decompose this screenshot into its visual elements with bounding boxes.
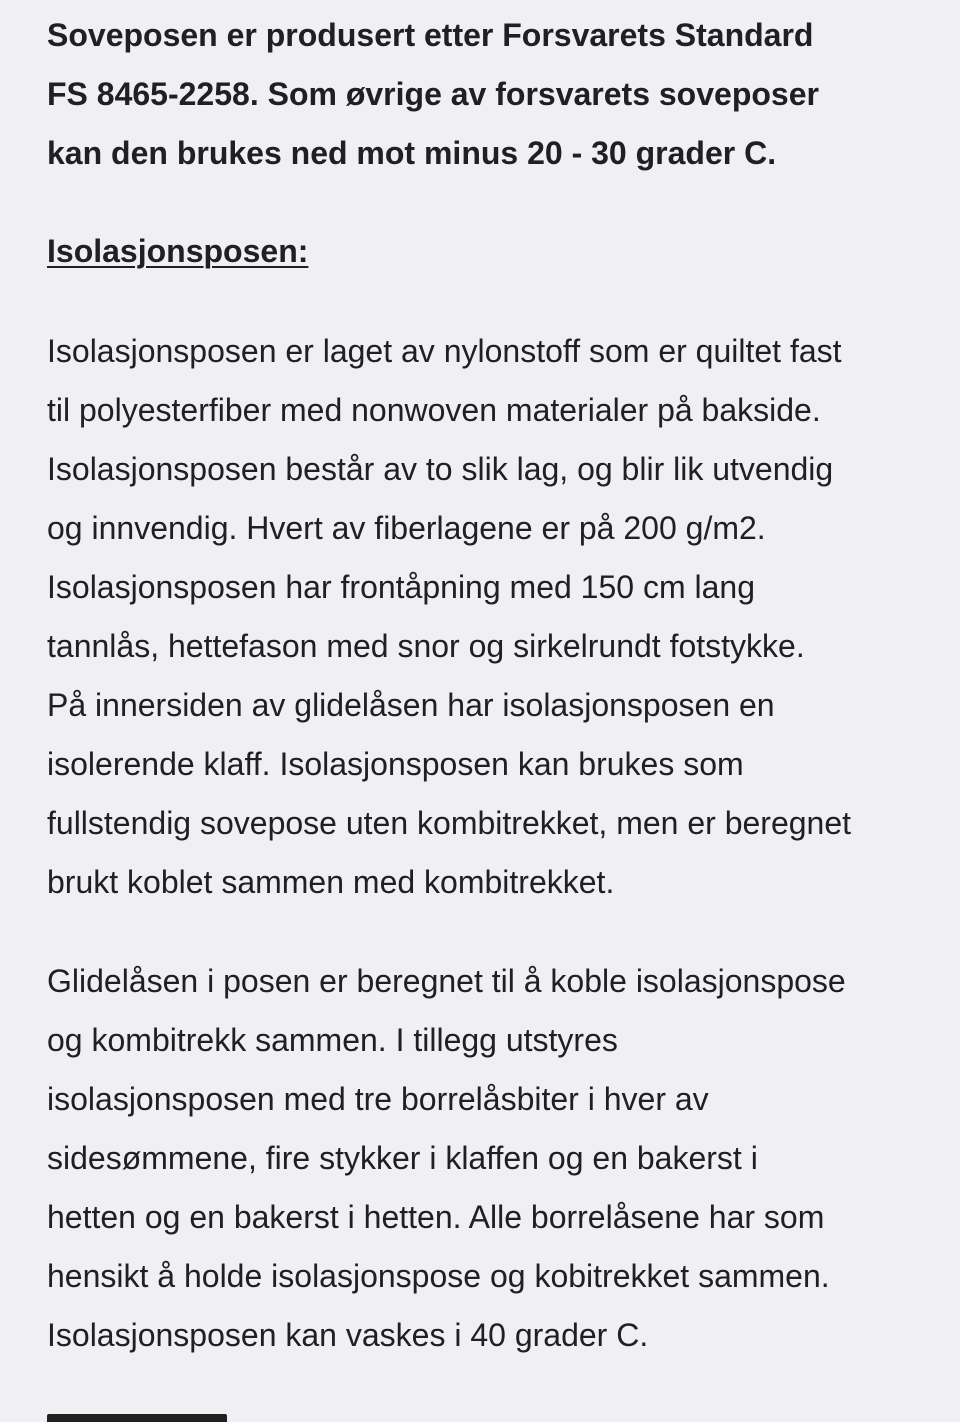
paragraph-line: og innvendig. Hvert av fiberlagene er på 200 g/m2. xyxy=(47,510,766,546)
intro-line: kan den brukes ned mot minus 20 - 30 grader C. xyxy=(47,135,777,171)
paragraph-line: sidesømmene, fire stykker i klaffen og en bakerst i xyxy=(47,1140,758,1176)
paragraph-line: fullstendig sovepose uten kombitrekket, men er beregnet xyxy=(47,805,852,841)
paragraph-line: Isolasjonsposen er laget av nylonstoff som er quiltet fast xyxy=(47,333,842,369)
intro-line: FS 8465-2258. Som øvrige av forsvarets soveposer xyxy=(47,76,819,112)
section-heading: Isolasjonsposen: xyxy=(47,233,309,269)
paragraph-line: hetten og en bakerst i hetten. Alle borrelåsene har som xyxy=(47,1199,825,1235)
intro-paragraph xyxy=(47,6,930,183)
paragraph-line: isolasjonsposen med tre borrelåsbiter i hver av xyxy=(47,1081,709,1117)
paragraph-line: Isolasjonsposen har frontåpning med 150 cm lang xyxy=(47,569,755,605)
paragraph-line: Isolasjonsposen består av to slik lag, og blir lik utvendig xyxy=(47,451,834,487)
paragraph-line: til polyesterfiber med nonwoven materialer på bakside. xyxy=(47,392,821,428)
paragraph-line: brukt koblet sammen med kombitrekket. xyxy=(47,864,615,900)
insulation-description-paragraph xyxy=(47,322,930,912)
paragraph-line: På innersiden av glidelåsen har isolasjonsposen en xyxy=(47,687,775,723)
intro-line: Soveposen er produsert etter Forsvarets Standard xyxy=(47,17,814,53)
paragraph-line: og kombitrekk sammen. I tillegg utstyres xyxy=(47,1022,618,1058)
paragraph-line: isolerende klaff. Isolasjonsposen kan brukes som xyxy=(47,746,744,782)
paragraph-line: Glidelåsen i posen er beregnet til å koble isolasjonspose xyxy=(47,963,846,999)
zipper-description-paragraph xyxy=(47,952,930,1365)
paragraph-line: tannlås, hettefason med snor og sirkelrundt fotstykke. xyxy=(47,628,805,664)
cut-off-next-heading xyxy=(47,1414,227,1422)
paragraph-line: Isolasjonsposen kan vaskes i 40 grader C. xyxy=(47,1317,649,1353)
paragraph-line: hensikt å holde isolasjonspose og kobitrekket sammen. xyxy=(47,1258,830,1294)
